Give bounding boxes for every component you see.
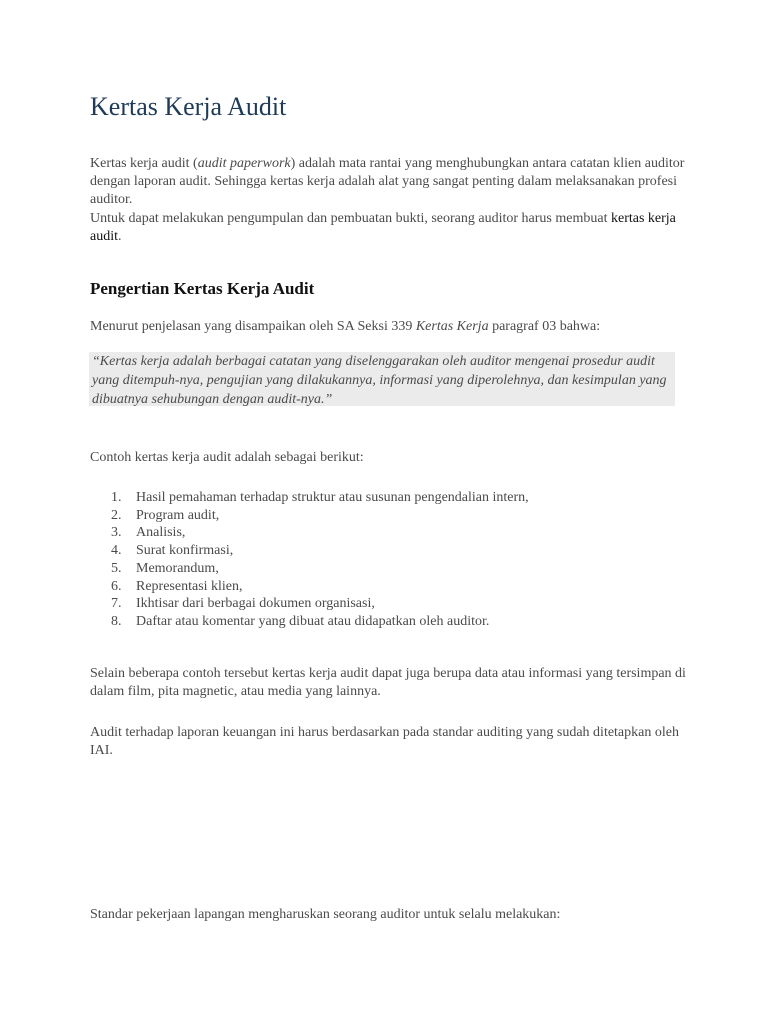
definition-quote: “Kertas kerja adalah berbagai catatan yang diselenggarakan oleh auditor mengenai prosedur audit yang ditempuh-nya, pengujian yang dilakukannya, informasi yang diperolehnya, dan kesimpulan yang dibuatnya sehubungan dengan audit-nya.” <box>89 352 675 406</box>
sa-paragraph <box>90 318 690 336</box>
sa-italic-term: Kertas Kerja <box>415 319 489 334</box>
sa-text-2: paragraf 03 bahwa: <box>488 319 601 334</box>
other-examples-paragraph: Selain beberapa contoh tersebut kertas kerja audit dapat juga berupa data atau informasi yang tersimpan di dalam film, pita magnetic, atau media yang lainnya. <box>90 666 686 699</box>
list-item <box>90 613 690 631</box>
list-item <box>90 595 690 613</box>
list-item-number: 8. <box>111 613 122 629</box>
field-standard-paragraph: Standar pekerjaan lapangan mengharuskan seorang auditor untuk selalu melakukan: <box>90 907 561 922</box>
sa-text-1: Menurut penjelasan yang disampaikan oleh SA Seksi 339 <box>90 319 416 334</box>
list-item <box>90 489 690 507</box>
list-item-number: 2. <box>111 507 122 523</box>
intro-italic-term: audit paperwork <box>197 156 291 171</box>
list-item-text: Surat konfirmasi, <box>136 543 234 559</box>
list-item-number: 1. <box>111 490 122 505</box>
intro-text-3: Untuk dapat melakukan pengumpulan dan pembuatan bukti, seorang auditor harus membuat <box>90 211 611 226</box>
examples-list <box>90 489 690 631</box>
list-item <box>90 524 690 542</box>
list-item-text: Ikhtisar dari berbagai dokumen organisasi, <box>136 596 375 612</box>
intro-text-4: . <box>118 229 122 244</box>
list-item-text: Representasi klien, <box>136 578 243 594</box>
intro-paragraph <box>90 155 690 209</box>
list-item-text: Memorandum, <box>136 560 219 576</box>
list-item-text: Analisis, <box>136 525 186 541</box>
list-item-number: 3. <box>111 525 122 541</box>
standard-paragraph: Audit terhadap laporan keuangan ini harus berdasarkan pada standar auditing yang sudah ditetapkan oleh IAI. <box>90 725 679 758</box>
list-item-number: 6. <box>111 578 122 594</box>
section-heading: Pengertian Kertas Kerja Audit <box>90 279 315 298</box>
intro-text-1: Kertas kerja audit ( <box>90 156 198 171</box>
list-item <box>90 542 690 560</box>
page-title: Kertas Kerja Audit <box>90 92 287 121</box>
list-item-number: 5. <box>111 560 122 576</box>
list-item-number: 4. <box>111 543 122 559</box>
list-item <box>90 560 690 578</box>
list-item <box>90 578 690 596</box>
list-item-number: 7. <box>111 596 122 612</box>
list-item-text: Daftar atau komentar yang dibuat atau didapatkan oleh auditor. <box>136 613 490 629</box>
list-item-text: Hasil pemahaman terhadap struktur atau susunan pengendalian intern, <box>136 490 529 505</box>
intro-paragraph-2 <box>90 210 690 246</box>
list-item-text: Program audit, <box>136 507 220 523</box>
list-item <box>90 507 690 525</box>
kertas-kerja-link[interactable]: kertas kerja audit <box>90 211 676 244</box>
list-intro: Contoh kertas kerja audit adalah sebagai berikut: <box>90 450 364 465</box>
intro-text-2: ) adalah mata rantai yang menghubungkan antara catatan klien auditor dengan laporan audit. Sehingga kertas kerja adalah alat yang sangat penting dalam melaksanakan profesi auditor. <box>90 156 685 207</box>
